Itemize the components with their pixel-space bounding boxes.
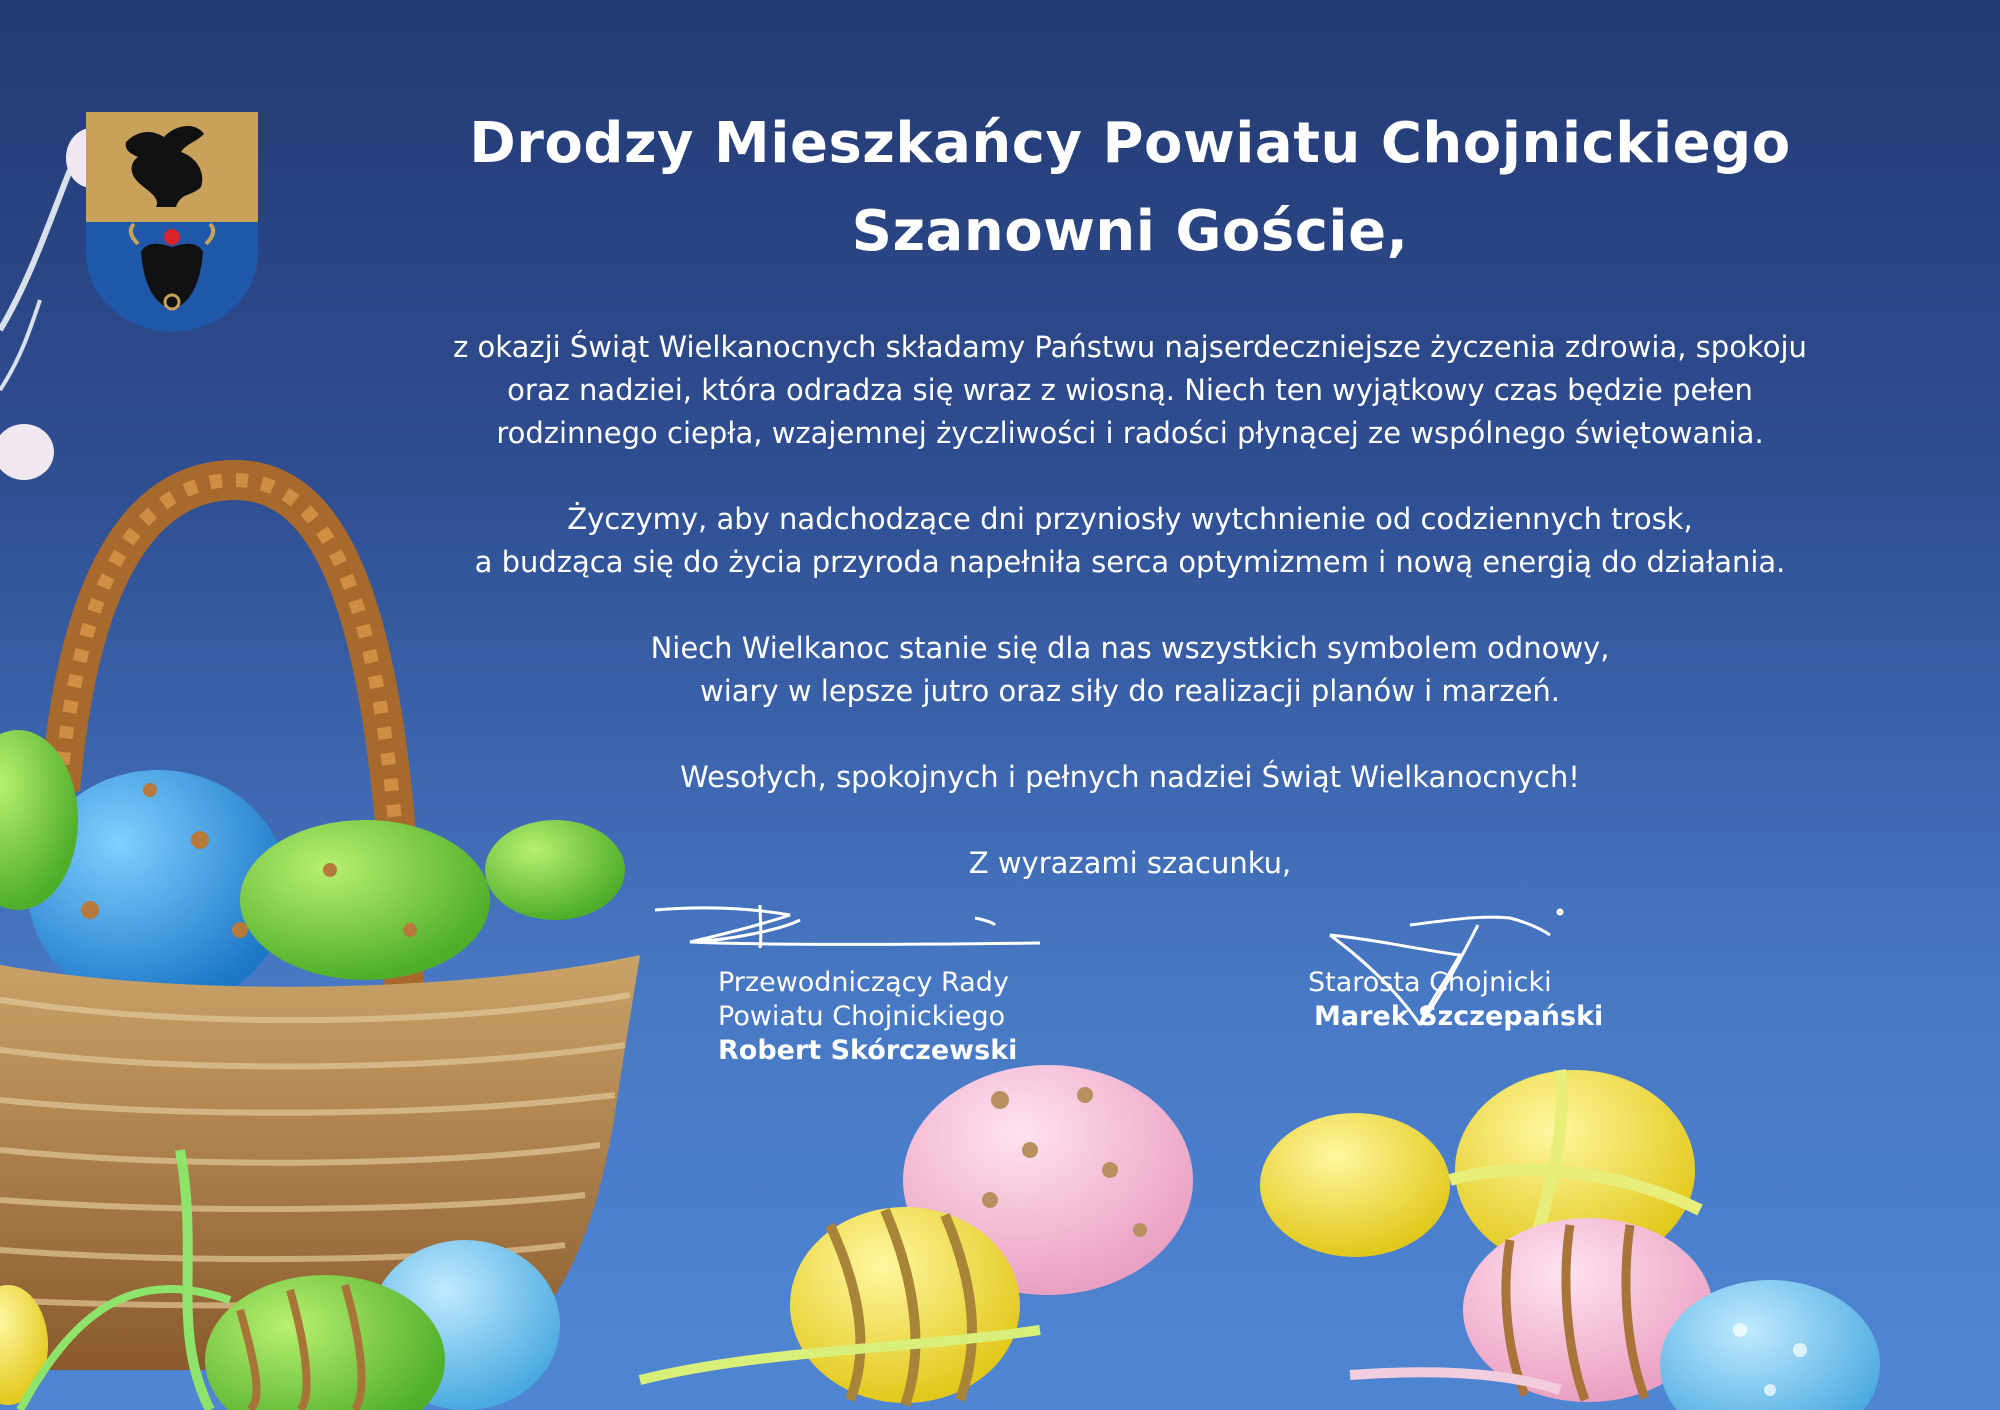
paragraph-2-line-1: Życzymy, aby nadchodzące dni przyniosły wytchnienie od codziennych trosk, xyxy=(567,502,1693,536)
signatory-right xyxy=(1308,966,1603,1034)
paragraph-3-line-2: wiary w lepsze jutro oraz siły do realizacji planów i marzeń. xyxy=(699,674,1561,708)
egg-yellow-striped xyxy=(790,1207,1020,1403)
signatory-left-role-2: Powiatu Chojnickiego xyxy=(718,1001,1006,1032)
powiat-coat-of-arms xyxy=(86,112,258,332)
paragraph-4: Wesołych, spokojnych i pełnych nadziei Świąt Wielkanocnych! xyxy=(680,760,1580,794)
signatory-left-name: Robert Skórczewski xyxy=(718,1035,1018,1066)
paragraph-1-line-2: oraz nadziei, która odradza się wraz z wiosną. Niech ten wyjątkowy czas będzie pełen xyxy=(507,373,1753,407)
heading-line-2: Szanowni Goście, xyxy=(851,199,1409,264)
paragraph-1-line-1: z okazji Świąt Wielkanocnych składamy Państwu najserdeczniejsze życzenia zdrowia, spokoju xyxy=(453,330,1807,364)
signatory-right-role: Starosta Chojnicki xyxy=(1308,967,1552,998)
signatory-left xyxy=(718,966,1017,1068)
greeting-letter xyxy=(360,100,1900,885)
egg-yellow-right-back xyxy=(1260,1113,1450,1257)
paragraph-3 xyxy=(360,627,1900,713)
paragraph-2-line-2: a budząca się do życia przyroda napełniła serca optymizmem i nową energią do działania. xyxy=(474,545,1786,579)
heading-line-1: Drodzy Mieszkańcy Powiatu Chojnickiego xyxy=(469,111,1791,176)
closing-line: Z wyrazami szacunku, xyxy=(968,846,1292,880)
signatory-right-name: Marek Szczepański xyxy=(1314,1001,1604,1032)
paragraph-3-line-1: Niech Wielkanoc stanie się dla nas wszystkich symbolem odnowy, xyxy=(650,631,1610,665)
signature-left xyxy=(655,905,1040,948)
paragraph-1-line-3: rodzinnego ciepła, wzajemnej życzliwości i radości płynącej ze wspólnego świętowania. xyxy=(496,416,1764,450)
signatory-left-role-1: Przewodniczący Rady xyxy=(718,967,1009,998)
rose-icon xyxy=(164,229,180,245)
paragraph-2 xyxy=(360,498,1900,584)
paragraph-1 xyxy=(360,326,1900,455)
